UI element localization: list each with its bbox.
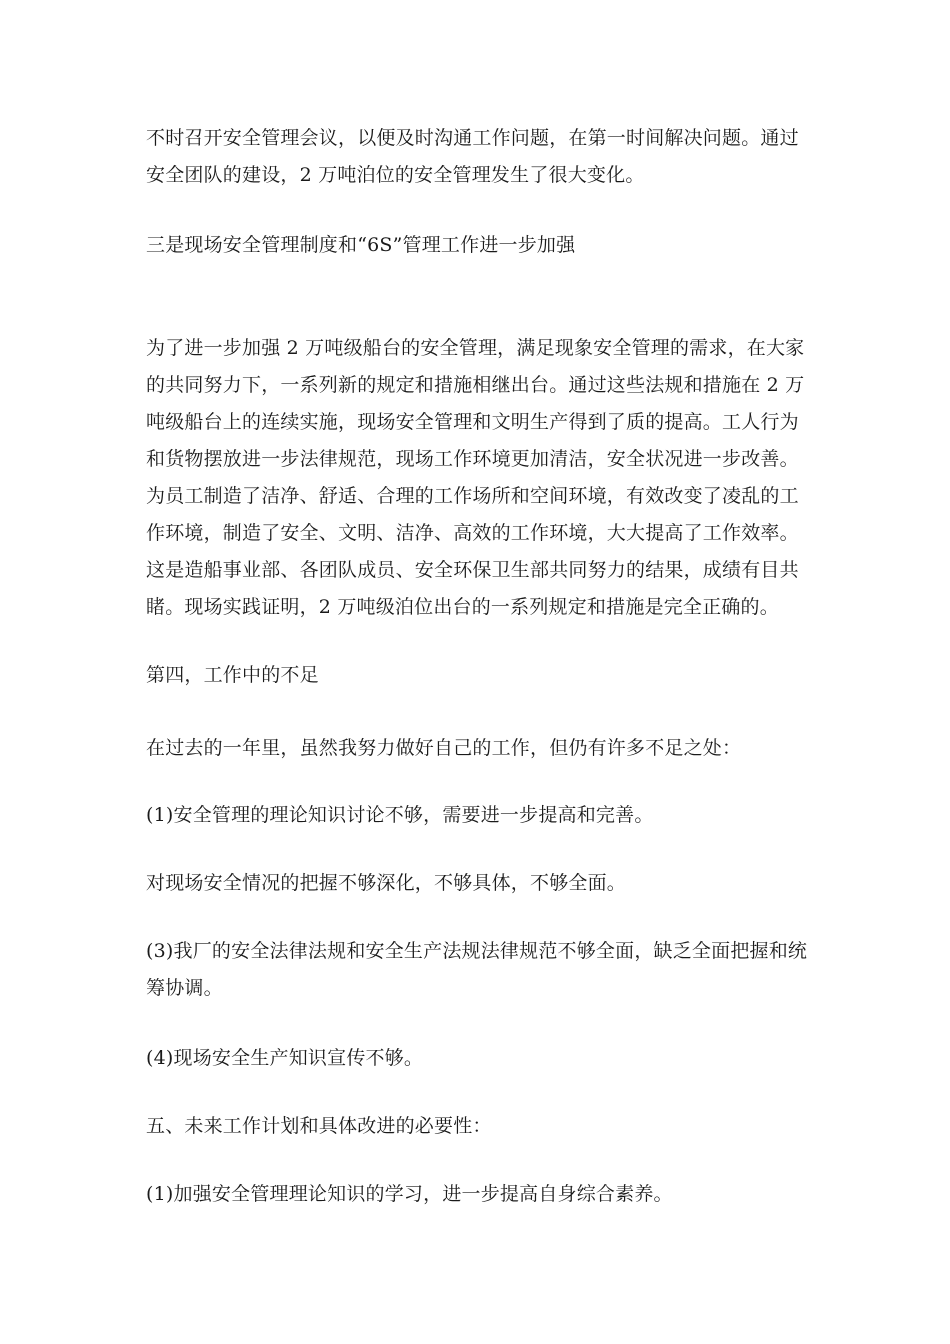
- list-item-shortcoming-1: (1)安全管理的理论知识讨论不够，需要进一步提高和完善。: [146, 804, 654, 826]
- list-item-shortcoming-2: 对现场安全情况的把握不够深化，不够具体，不够全面。: [146, 872, 627, 894]
- heading-shortcomings: 第四，工作中的不足: [146, 664, 319, 686]
- paragraph-regulations: 为了进一步加强 2 万吨级船台的安全管理，满足现象安全管理的需求，在大家 的共同努力下，一系列新的规定和措施相继出台。通过这些法规和措施在 2 万 吨级船台上的连续实施，现场安全管理和文明生产得到了质的提高。工人行为 和货物摆放进一步法律规范，现场工作环境更加清洁，安全状况进一步改善。 为员工制造了洁净、舒适、合理的工作场所和空间环境，有效改变了凌乱的工 作环境，制造了安全、文明、洁净、高效的工作环境，大大提高了工作效率。 这是造船事业部、各团队成员、安全环保卫生部共同努力的结果，成绩有目共 睹。现场实践证明，2 万吨级泊位出台的一系列规定和措施是完全正确的。: [146, 337, 805, 618]
- paragraph-team-building: 不时召开安全管理会议，以便及时沟通工作问题，在第一时间解决问题。通过 安全团队的建设，2 万吨泊位的安全管理发生了很大变化。: [146, 127, 799, 186]
- paragraph-shortcomings-intro: 在过去的一年里，虽然我努力做好自己的工作，但仍有许多不足之处：: [146, 737, 742, 759]
- list-item-shortcoming-4: (4)现场安全生产知识宣传不够。: [146, 1047, 424, 1069]
- list-item-shortcoming-3: (3)我厂的安全法律法规和安全生产法规法律规范不够全面，缺乏全面把握和统 筹协调。: [146, 940, 808, 999]
- list-item-plan-1: (1)加强安全管理理论知识的学习，进一步提高自身综合素养。: [146, 1183, 673, 1205]
- heading-future-plan: 五、未来工作计划和具体改进的必要性：: [146, 1115, 492, 1137]
- heading-6s-management: 三是现场安全管理制度和“6S”管理工作进一步加强: [146, 234, 576, 256]
